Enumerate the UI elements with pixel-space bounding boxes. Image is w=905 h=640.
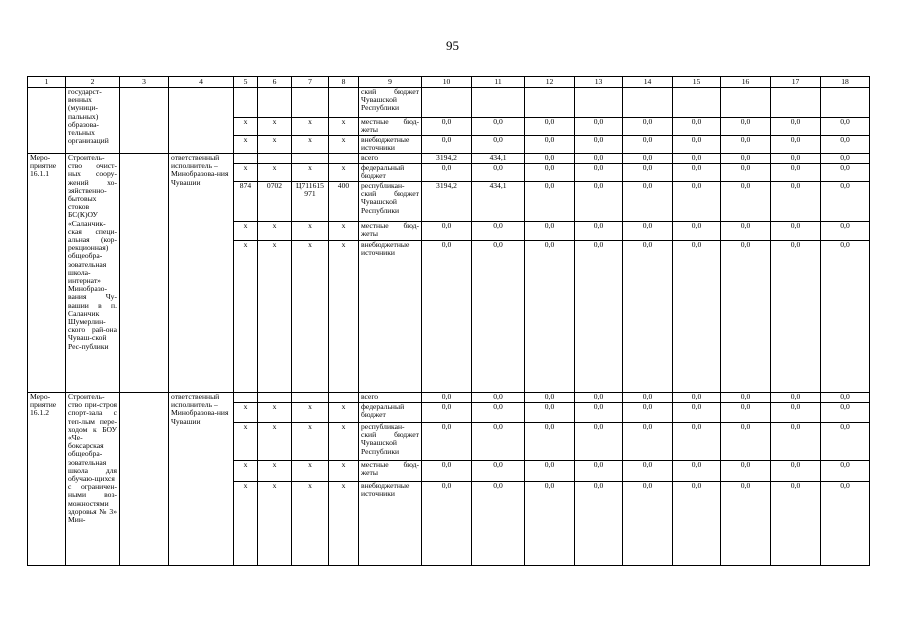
amount-cell: 0,0 xyxy=(821,136,870,154)
budget-code-cell: х xyxy=(258,403,292,423)
amount-cell: 0,0 xyxy=(721,118,771,136)
amount-cell xyxy=(673,88,721,118)
budget-code-cell xyxy=(329,88,359,118)
amount-cell: 0,0 xyxy=(721,222,771,241)
budget-code-cell: х xyxy=(234,423,258,461)
budget-code-cell: х xyxy=(258,118,292,136)
amount-cell: 0,0 xyxy=(525,136,575,154)
amount-cell: 3194,2 xyxy=(422,182,472,222)
budget-code-cell xyxy=(329,154,359,164)
funding-source-cell: всего xyxy=(359,393,422,403)
budget-code-cell: х xyxy=(292,241,329,393)
budget-code-cell: х xyxy=(234,222,258,241)
amount-cell: 0,0 xyxy=(771,182,821,222)
column-number: 6 xyxy=(258,77,292,88)
amount-cell: 0,0 xyxy=(472,482,525,566)
budget-code-cell: х xyxy=(292,461,329,482)
amount-cell: 0,0 xyxy=(821,461,870,482)
column-number: 12 xyxy=(525,77,575,88)
amount-cell: 0,0 xyxy=(472,461,525,482)
amount-cell: 0,0 xyxy=(623,403,673,423)
amount-cell: 0,0 xyxy=(472,118,525,136)
amount-cell xyxy=(721,88,771,118)
amount-cell: 0,0 xyxy=(422,393,472,403)
event-description-cell: Строитель-ство при-строя спорт-зала с теп-лым пере-ходом к БОУ «Че-боксарская общеобра-зовательная школа для обучаю-щихся с ограничен-ными воз-можностями здоровья № 3» Мин- xyxy=(66,393,120,566)
amount-cell: 0,0 xyxy=(422,403,472,423)
funding-source-cell: ский бюджет Чувашской Республики xyxy=(359,88,422,118)
amount-cell: 0,0 xyxy=(673,154,721,164)
executor-cell: ответственный исполнитель – Минобразова-ния Чувашии xyxy=(169,154,234,393)
budget-code-cell xyxy=(234,154,258,164)
funding-source-cell: местные бюд-жеты xyxy=(359,118,422,136)
amount-cell: 0,0 xyxy=(673,164,721,182)
event-label-cell xyxy=(28,88,66,154)
amount-cell: 0,0 xyxy=(821,423,870,461)
amount-cell: 0,0 xyxy=(472,136,525,154)
event-label-cell: Меро-приятие 16.1.2 xyxy=(28,393,66,566)
budget-code-cell: х xyxy=(258,461,292,482)
amount-cell: 0,0 xyxy=(673,118,721,136)
amount-cell: 0,0 xyxy=(525,164,575,182)
page-number: 95 xyxy=(446,38,459,53)
column-number: 13 xyxy=(575,77,623,88)
funding-source-cell: федеральный бюджет xyxy=(359,164,422,182)
amount-cell xyxy=(422,88,472,118)
amount-cell: 0,0 xyxy=(575,423,623,461)
amount-cell: 0,0 xyxy=(771,482,821,566)
amount-cell: 0,0 xyxy=(821,182,870,222)
amount-cell: 0,0 xyxy=(525,461,575,482)
budget-code-cell: Ц711615 971 xyxy=(292,182,329,222)
amount-cell: 0,0 xyxy=(422,136,472,154)
column-number: 16 xyxy=(721,77,771,88)
budget-code-cell: х xyxy=(292,222,329,241)
budget-code-cell xyxy=(292,88,329,118)
budget-code-cell: х xyxy=(234,403,258,423)
amount-cell: 0,0 xyxy=(771,136,821,154)
amount-cell: 0,0 xyxy=(525,241,575,393)
budget-code-cell xyxy=(258,393,292,403)
header-row xyxy=(28,77,870,88)
column-number: 1 xyxy=(28,77,66,88)
amount-cell: 0,0 xyxy=(673,136,721,154)
budget-code-cell: х xyxy=(234,241,258,393)
amount-cell: 0,0 xyxy=(472,403,525,423)
amount-cell: 0,0 xyxy=(525,403,575,423)
column-number: 15 xyxy=(673,77,721,88)
event-description-cell: государст-венных (муници-пальных) образова-тельных организаций xyxy=(66,88,120,154)
column-number: 10 xyxy=(422,77,472,88)
budget-code-cell: 0702 xyxy=(258,182,292,222)
budget-code-cell xyxy=(292,393,329,403)
amount-cell: 0,0 xyxy=(422,164,472,182)
amount-cell: 0,0 xyxy=(623,423,673,461)
budget-code-cell: х xyxy=(329,403,359,423)
amount-cell xyxy=(525,88,575,118)
budget-code-cell: х xyxy=(234,482,258,566)
amount-cell: 0,0 xyxy=(771,423,821,461)
budget-code-cell xyxy=(329,393,359,403)
budget-table xyxy=(27,76,870,566)
amount-cell: 0,0 xyxy=(575,164,623,182)
amount-cell: 0,0 xyxy=(771,222,821,241)
amount-cell: 0,0 xyxy=(575,461,623,482)
budget-code-cell xyxy=(292,154,329,164)
amount-cell: 0,0 xyxy=(771,461,821,482)
budget-code-cell xyxy=(234,88,258,118)
amount-cell: 0,0 xyxy=(575,393,623,403)
budget-code-cell: х xyxy=(329,423,359,461)
amount-cell: 0,0 xyxy=(623,118,673,136)
amount-cell: 0,0 xyxy=(821,222,870,241)
amount-cell: 0,0 xyxy=(575,118,623,136)
budget-code-cell: х xyxy=(258,482,292,566)
table-row xyxy=(28,88,870,118)
amount-cell: 434,1 xyxy=(472,182,525,222)
amount-cell: 0,0 xyxy=(771,164,821,182)
budget-code-cell xyxy=(234,393,258,403)
column-number: 14 xyxy=(623,77,673,88)
table-row xyxy=(28,154,870,164)
amount-cell: 0,0 xyxy=(575,154,623,164)
amount-cell: 0,0 xyxy=(771,241,821,393)
budget-code-cell: х xyxy=(329,136,359,154)
amount-cell: 0,0 xyxy=(673,393,721,403)
executor-cell: ответственный исполнитель – Минобразова-ния Чувашии xyxy=(169,393,234,566)
budget-code-cell: х xyxy=(329,241,359,393)
amount-cell: 0,0 xyxy=(771,154,821,164)
budget-code-cell: х xyxy=(258,241,292,393)
budget-code-cell: 400 xyxy=(329,182,359,222)
amount-cell: 0,0 xyxy=(821,393,870,403)
amount-cell: 0,0 xyxy=(721,154,771,164)
amount-cell xyxy=(821,88,870,118)
column-number: 5 xyxy=(234,77,258,88)
amount-cell: 0,0 xyxy=(821,403,870,423)
amount-cell xyxy=(472,88,525,118)
amount-cell: 0,0 xyxy=(422,118,472,136)
budget-code-cell: х xyxy=(234,461,258,482)
amount-cell: 0,0 xyxy=(525,118,575,136)
amount-cell: 0,0 xyxy=(525,154,575,164)
amount-cell: 0,0 xyxy=(821,164,870,182)
budget-code-cell: х xyxy=(292,118,329,136)
amount-cell: 0,0 xyxy=(721,136,771,154)
budget-code-cell: х xyxy=(258,423,292,461)
budget-code-cell: х xyxy=(329,118,359,136)
amount-cell: 0,0 xyxy=(721,403,771,423)
event-description-cell: Строитель-ство очист-ных соору-жений хо-зяйственно-бытовых стоков БС(К)ОУ «Саланчик-ская специ-альная (кор-рекционная) общеобра-зовательная школа-интернат» Минобразо-вания Чу-вашии в п. Саланчик Шумерлин-ского рай-она Чуваш-ской Рес-публики xyxy=(66,154,120,393)
amount-cell: 0,0 xyxy=(771,403,821,423)
amount-cell: 0,0 xyxy=(821,241,870,393)
amount-cell: 0,0 xyxy=(673,423,721,461)
amount-cell: 0,0 xyxy=(623,393,673,403)
column-number: 18 xyxy=(821,77,870,88)
budget-code-cell: х xyxy=(258,222,292,241)
budget-code-cell: х xyxy=(329,164,359,182)
amount-cell: 0,0 xyxy=(673,182,721,222)
funding-source-cell: республикан-ский бюджет Чувашской Республики xyxy=(359,182,422,222)
table-row xyxy=(28,393,870,403)
amount-cell: 0,0 xyxy=(472,423,525,461)
amount-cell: 0,0 xyxy=(721,164,771,182)
budget-code-cell: х xyxy=(292,136,329,154)
funding-source-cell: всего xyxy=(359,154,422,164)
amount-cell: 0,0 xyxy=(422,241,472,393)
amount-cell: 0,0 xyxy=(623,164,673,182)
amount-cell: 0,0 xyxy=(623,482,673,566)
amount-cell: 0,0 xyxy=(525,222,575,241)
amount-cell xyxy=(575,88,623,118)
amount-cell: 0,0 xyxy=(673,241,721,393)
amount-cell: 0,0 xyxy=(623,154,673,164)
amount-cell: 0,0 xyxy=(472,222,525,241)
funding-source-cell: республикан-ский бюджет Чувашской Республики xyxy=(359,423,422,461)
amount-cell xyxy=(771,88,821,118)
amount-cell: 0,0 xyxy=(821,118,870,136)
amount-cell: 0,0 xyxy=(575,222,623,241)
amount-cell: 0,0 xyxy=(821,482,870,566)
amount-cell: 0,0 xyxy=(422,423,472,461)
column-number: 4 xyxy=(169,77,234,88)
amount-cell: 0,0 xyxy=(721,482,771,566)
budget-code-cell: х xyxy=(292,423,329,461)
amount-cell: 0,0 xyxy=(623,136,673,154)
amount-cell: 0,0 xyxy=(575,182,623,222)
funding-source-cell: местные бюд-жеты xyxy=(359,222,422,241)
amount-cell: 434,1 xyxy=(472,154,525,164)
amount-cell: 0,0 xyxy=(525,482,575,566)
amount-cell: 0,0 xyxy=(525,182,575,222)
amount-cell: 0,0 xyxy=(623,241,673,393)
empty-cell xyxy=(120,393,169,566)
amount-cell: 0,0 xyxy=(422,482,472,566)
amount-cell: 0,0 xyxy=(575,403,623,423)
budget-code-cell: х xyxy=(258,136,292,154)
amount-cell: 0,0 xyxy=(623,222,673,241)
budget-code-cell: х xyxy=(329,461,359,482)
amount-cell xyxy=(623,88,673,118)
column-number: 3 xyxy=(120,77,169,88)
empty-cell xyxy=(120,154,169,393)
funding-source-cell: внебюджетные источники xyxy=(359,136,422,154)
amount-cell: 0,0 xyxy=(821,154,870,164)
funding-source-cell: федеральный бюджет xyxy=(359,403,422,423)
amount-cell: 0,0 xyxy=(721,393,771,403)
amount-cell: 0,0 xyxy=(673,403,721,423)
amount-cell: 0,0 xyxy=(575,241,623,393)
budget-code-cell: х xyxy=(234,136,258,154)
budget-code-cell: х xyxy=(329,482,359,566)
amount-cell: 0,0 xyxy=(623,461,673,482)
amount-cell: 0,0 xyxy=(771,393,821,403)
amount-cell: 0,0 xyxy=(472,393,525,403)
amount-cell: 0,0 xyxy=(623,182,673,222)
column-number: 9 xyxy=(359,77,422,88)
amount-cell: 0,0 xyxy=(673,461,721,482)
amount-cell: 0,0 xyxy=(575,136,623,154)
amount-cell: 0,0 xyxy=(422,222,472,241)
budget-code-cell: х xyxy=(258,164,292,182)
amount-cell: 3194,2 xyxy=(422,154,472,164)
amount-cell: 0,0 xyxy=(575,482,623,566)
funding-source-cell: местные бюд-жеты xyxy=(359,461,422,482)
column-number: 7 xyxy=(292,77,329,88)
budget-code-cell: х xyxy=(292,403,329,423)
amount-cell: 0,0 xyxy=(721,423,771,461)
amount-cell: 0,0 xyxy=(721,182,771,222)
amount-cell: 0,0 xyxy=(673,482,721,566)
empty-cell xyxy=(120,88,169,154)
budget-code-cell: 874 xyxy=(234,182,258,222)
funding-source-cell: внебюджетные источники xyxy=(359,241,422,393)
amount-cell: 0,0 xyxy=(472,241,525,393)
budget-code-cell: х xyxy=(234,118,258,136)
budget-code-cell xyxy=(258,88,292,118)
amount-cell: 0,0 xyxy=(721,241,771,393)
budget-code-cell xyxy=(258,154,292,164)
amount-cell: 0,0 xyxy=(673,222,721,241)
executor-cell xyxy=(169,88,234,154)
budget-code-cell: х xyxy=(329,222,359,241)
amount-cell: 0,0 xyxy=(472,164,525,182)
column-number: 11 xyxy=(472,77,525,88)
budget-code-cell: х xyxy=(292,164,329,182)
amount-cell: 0,0 xyxy=(721,461,771,482)
budget-code-cell: х xyxy=(292,482,329,566)
budget-code-cell: х xyxy=(234,164,258,182)
funding-source-cell: внебюджетные источники xyxy=(359,482,422,566)
column-number: 17 xyxy=(771,77,821,88)
amount-cell: 0,0 xyxy=(525,393,575,403)
column-number: 2 xyxy=(66,77,120,88)
event-label-cell: Меро-приятие 16.1.1 xyxy=(28,154,66,393)
amount-cell: 0,0 xyxy=(525,423,575,461)
amount-cell: 0,0 xyxy=(771,118,821,136)
column-number: 8 xyxy=(329,77,359,88)
amount-cell: 0,0 xyxy=(422,461,472,482)
